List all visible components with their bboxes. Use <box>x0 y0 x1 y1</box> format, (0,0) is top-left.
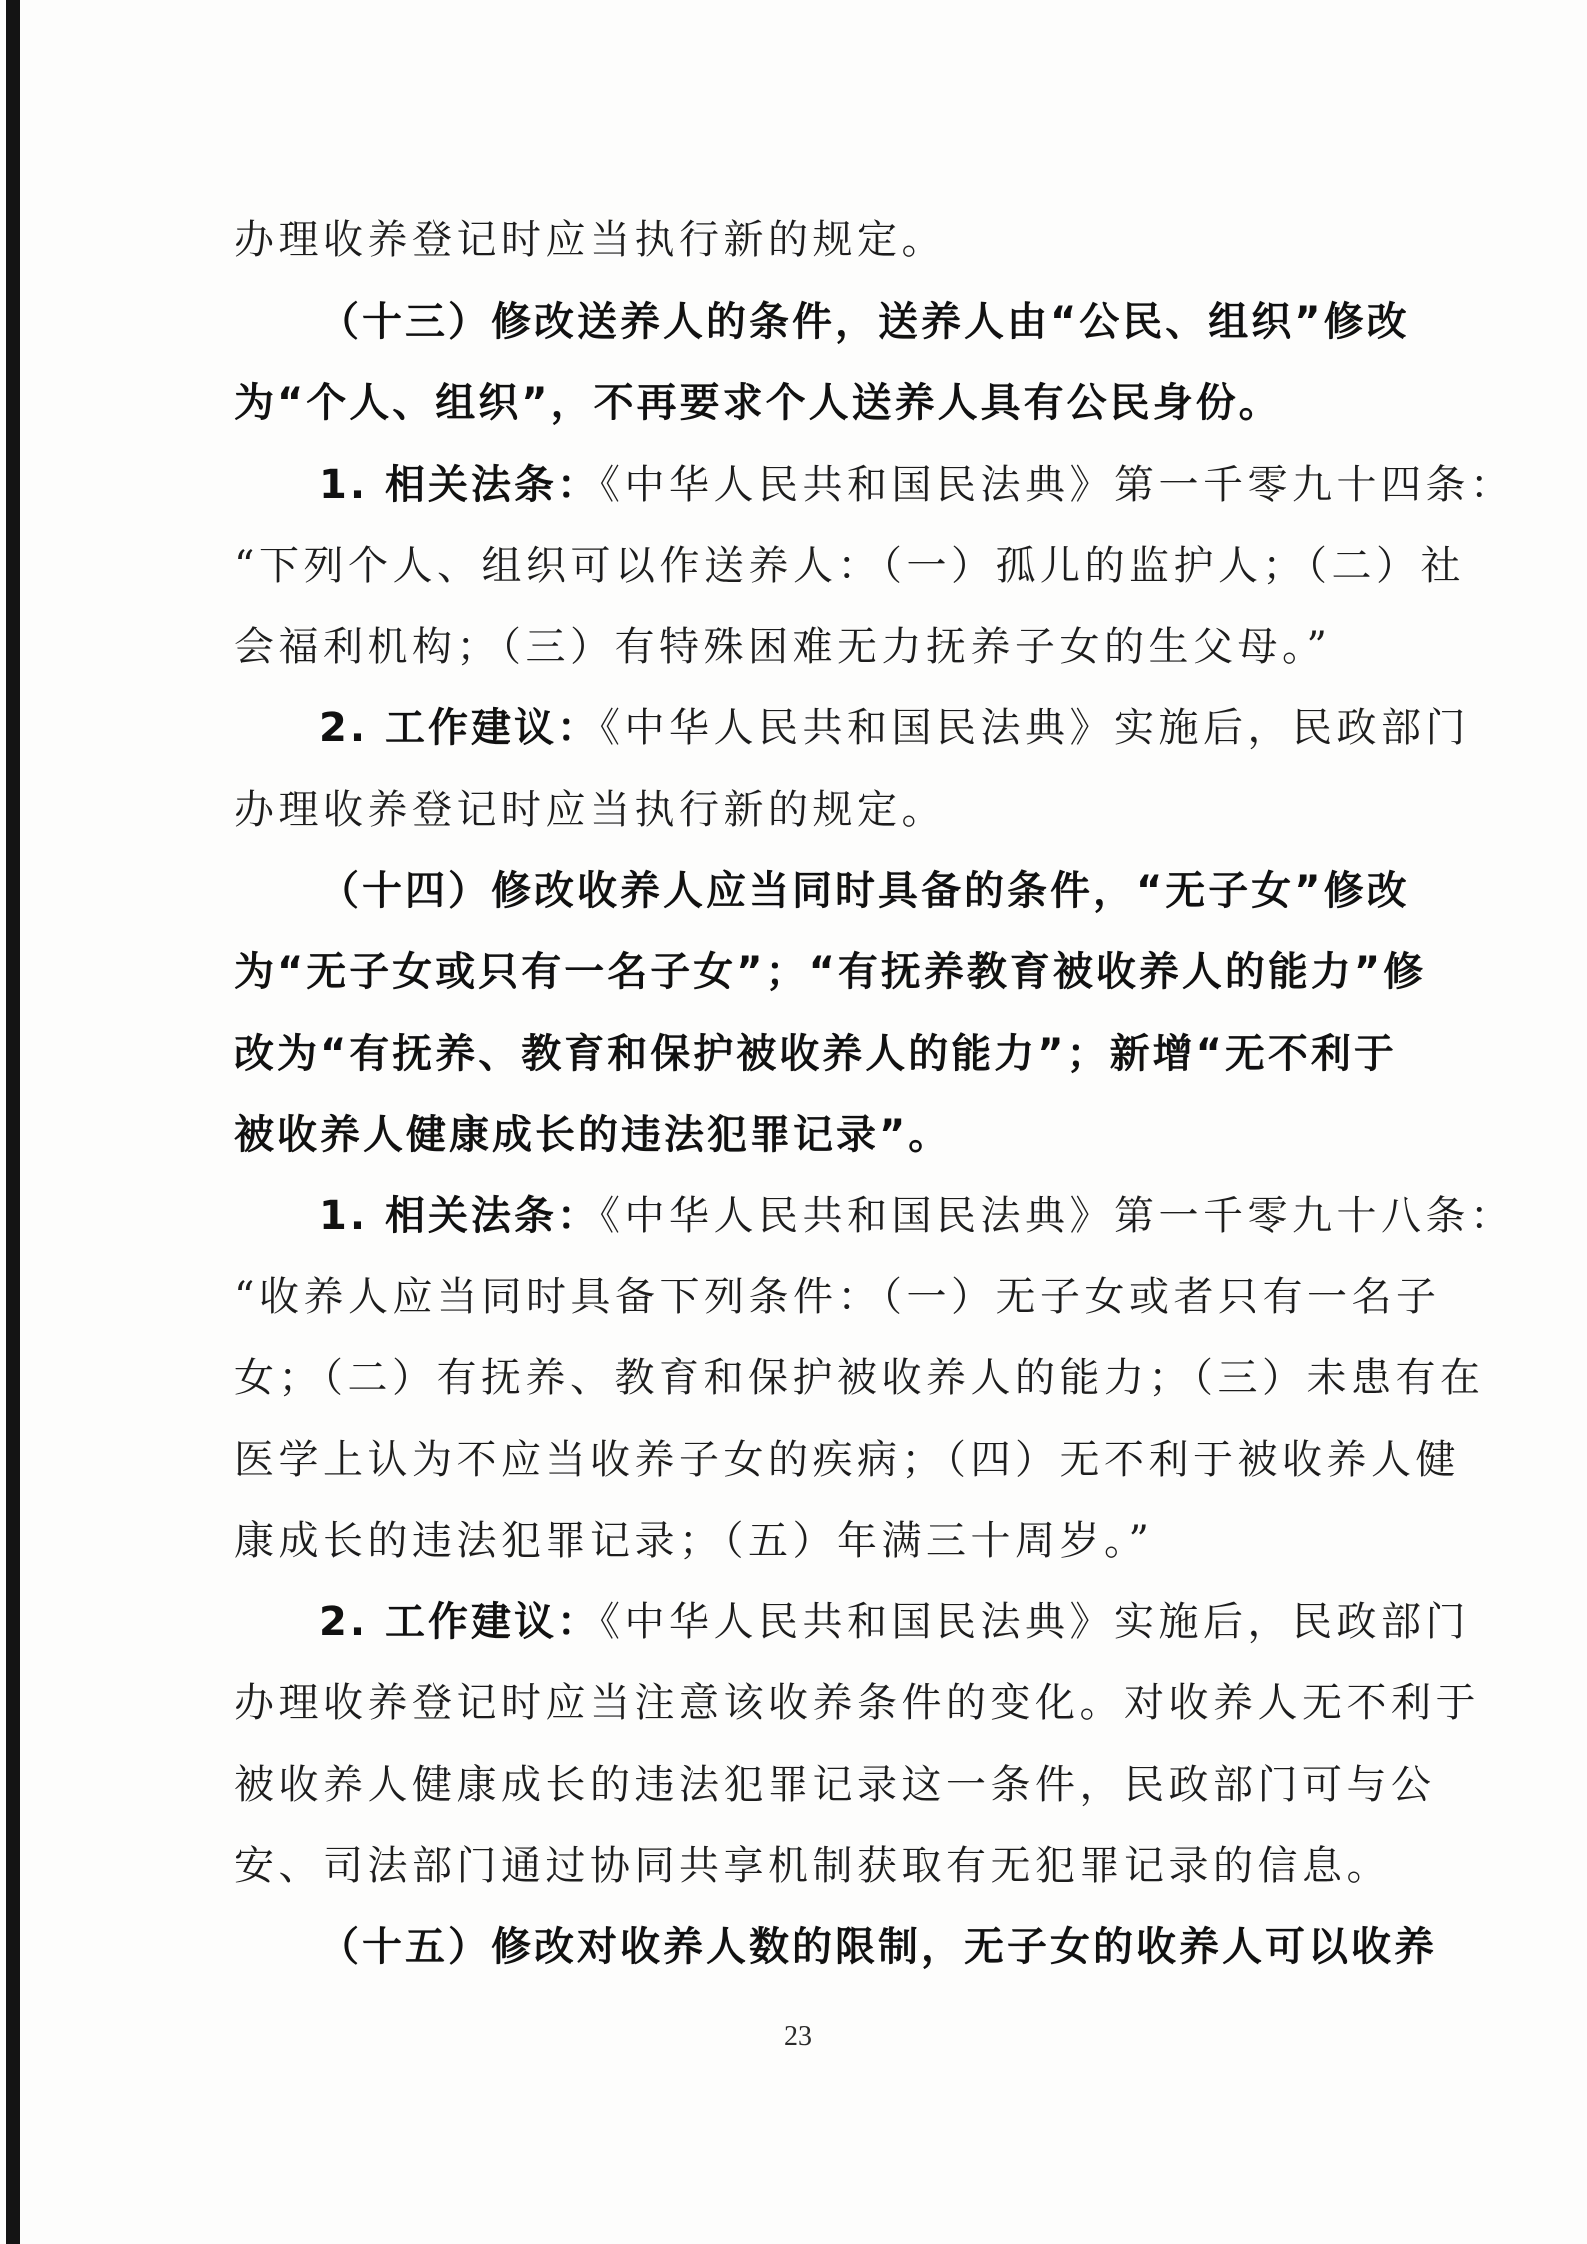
scan-edge <box>6 0 20 2244</box>
work-suggestion-line: 2. 工作建议：《中华人民共和国民法典》实施后，民政部门 <box>319 705 1470 751</box>
body-line: 办理收养登记时应当注意该收养条件的变化。对收养人无不利于 <box>234 1680 1480 1726</box>
quote-line: 会福利机构；（三）有特殊困难无力抚养子女的生父母。” <box>234 624 1332 670</box>
section-heading-14-cont: 改为“有抚养、教育和保护被收养人的能力”；新增“无不利于 <box>234 1031 1397 1077</box>
related-law-line: 1. 相关法条：《中华人民共和国民法典》第一千零九十八条： <box>319 1193 1515 1239</box>
work-suggestion-line: 2. 工作建议：《中华人民共和国民法典》实施后，民政部门 <box>319 1599 1470 1645</box>
body-line: 办理收养登记时应当执行新的规定。 <box>234 787 946 833</box>
item-lead: 2. 工作建议： <box>319 1599 600 1645</box>
section-heading-14: （十四）修改收养人应当同时具备的条件，“无子女”修改 <box>319 868 1410 914</box>
item-lead: 2. 工作建议： <box>319 705 600 751</box>
section-heading-13: （十三）修改送养人的条件，送养人由“公民、组织”修改 <box>319 299 1410 345</box>
section-heading-13-cont: 为“个人、组织”，不再要求个人送养人具有公民身份。 <box>234 380 1282 426</box>
section-heading-15: （十五）修改对收养人数的限制，无子女的收养人可以收养 <box>319 1924 1437 1970</box>
section-heading-14-cont: 为“无子女或只有一名子女”；“有抚养教育被收养人的能力”修 <box>234 949 1427 995</box>
item-lead: 1. 相关法条： <box>319 1193 600 1239</box>
quote-line: “下列个人、组织可以作送养人：（一）孤儿的监护人；（二）社 <box>234 543 1465 589</box>
item-lead: 1. 相关法条： <box>319 462 600 508</box>
quote-line: 康成长的违法犯罪记录；（五）年满三十周岁。” <box>234 1518 1154 1564</box>
body-line: 被收养人健康成长的违法犯罪记录这一条件，民政部门可与公 <box>234 1762 1436 1808</box>
body-line: 安、司法部门通过协同共享机制获取有无犯罪记录的信息。 <box>234 1843 1391 1889</box>
section-heading-14-cont: 被收养人健康成长的违法犯罪记录”。 <box>234 1112 952 1158</box>
page-number: 23 <box>784 2021 812 2052</box>
body-line: 办理收养登记时应当执行新的规定。 <box>234 217 946 263</box>
quote-line: 医学上认为不应当收养子女的疾病；（四）无不利于被收养人健 <box>234 1437 1460 1483</box>
quote-line: 女；（二）有抚养、教育和保护被收养人的能力；（三）未患有在 <box>234 1355 1485 1401</box>
related-law-line: 1. 相关法条：《中华人民共和国民法典》第一千零九十四条： <box>319 462 1515 508</box>
quote-line: “收养人应当同时具备下列条件：（一）无子女或者只有一名子 <box>234 1274 1441 1320</box>
